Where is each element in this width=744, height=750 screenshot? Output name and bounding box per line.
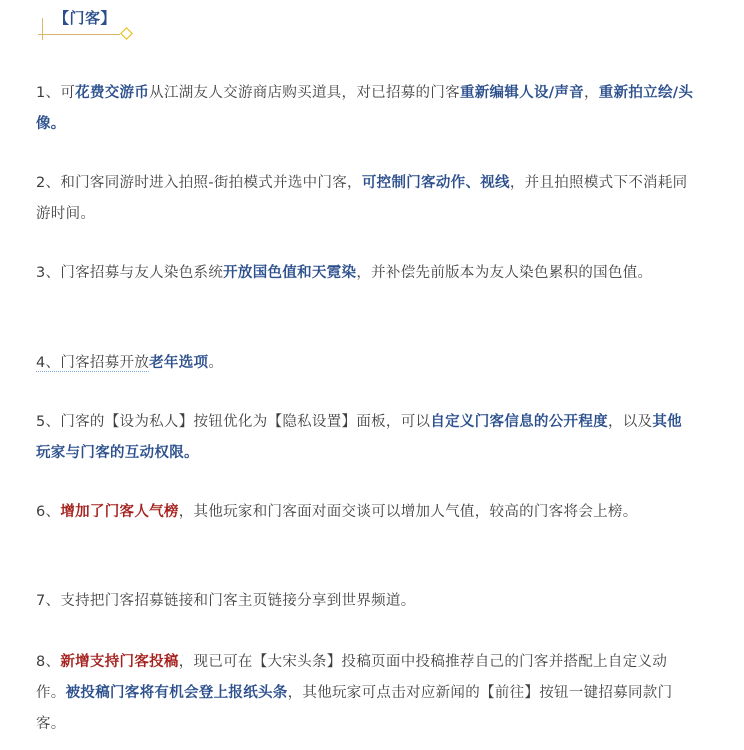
body-text: 从江湖友人交游商店购买道具，对已招募的门客 [149, 85, 460, 101]
highlight-text: 重新拍立绘/头像。 [36, 85, 694, 132]
list-item [36, 168, 696, 230]
body-text: 3、门客招募与友人染色系统 [36, 265, 224, 281]
body-text: ，并且拍照模式下不消耗同游时间。 [36, 175, 688, 222]
list-item [36, 647, 696, 740]
highlight-text: 新增支持门客投稿 [60, 654, 179, 670]
highlight-text: 可控制门客动作、视线 [361, 175, 510, 191]
body-text: ，以及 [607, 414, 653, 430]
body-text: ，现已可在【大宋头条】投稿页面中投稿推荐自己的门客并搭配上自定义动作。 [36, 654, 668, 701]
body-text: 。 [208, 355, 224, 371]
list-item [36, 78, 696, 140]
body-text: 4、门客招募开放 [36, 355, 150, 371]
body-text: 7、支持把门客招募链接和门客主页链接分享到世界频道。 [36, 593, 416, 609]
list-item [36, 407, 696, 469]
body-text: ，其他玩家和门客面对面交谈可以增加人气值，较高的门客将会上榜。 [178, 504, 638, 520]
body-text: ，并补偿先前版本为友人染色累积的国色值。 [356, 265, 653, 281]
header-vertical-line [42, 18, 43, 40]
body-text: 8、 [36, 654, 61, 670]
list-item [36, 258, 652, 289]
highlight-text: 开放国色值和天霓染 [223, 265, 357, 281]
highlight-text: 被投稿门客将有机会登上报纸头条 [65, 685, 288, 701]
list-item [36, 348, 223, 379]
header-underline [38, 34, 120, 35]
body-text: ，其他玩家可点击对应新闻的【前往】按钮一键招募同款门客。 [36, 685, 673, 732]
body-text: 6、 [36, 504, 61, 520]
diamond-icon [120, 27, 133, 40]
highlight-text: 自定义门客信息的公开程度 [430, 414, 608, 430]
highlight-text: 花费交游币 [75, 85, 150, 101]
body-text: ， [583, 85, 599, 101]
body-text: 1、可 [36, 85, 76, 101]
highlight-text: 增加了门客人气榜 [60, 504, 179, 520]
list-item [36, 497, 638, 528]
section-header [38, 4, 138, 40]
body-text: 5、门客的【设为私人】按钮优化为【隐私设置】面板，可以 [36, 414, 431, 430]
highlight-text: 其他玩家与门客的互动权限。 [36, 414, 682, 461]
body-text: 2、和门客同游时进入拍照-街拍模式并选中门客， [36, 175, 362, 191]
highlight-text: 重新编辑人设/声音 [459, 85, 584, 101]
list-item [36, 586, 416, 617]
section-title: 【门客】 [54, 9, 117, 27]
highlight-text: 老年选项 [149, 355, 209, 371]
